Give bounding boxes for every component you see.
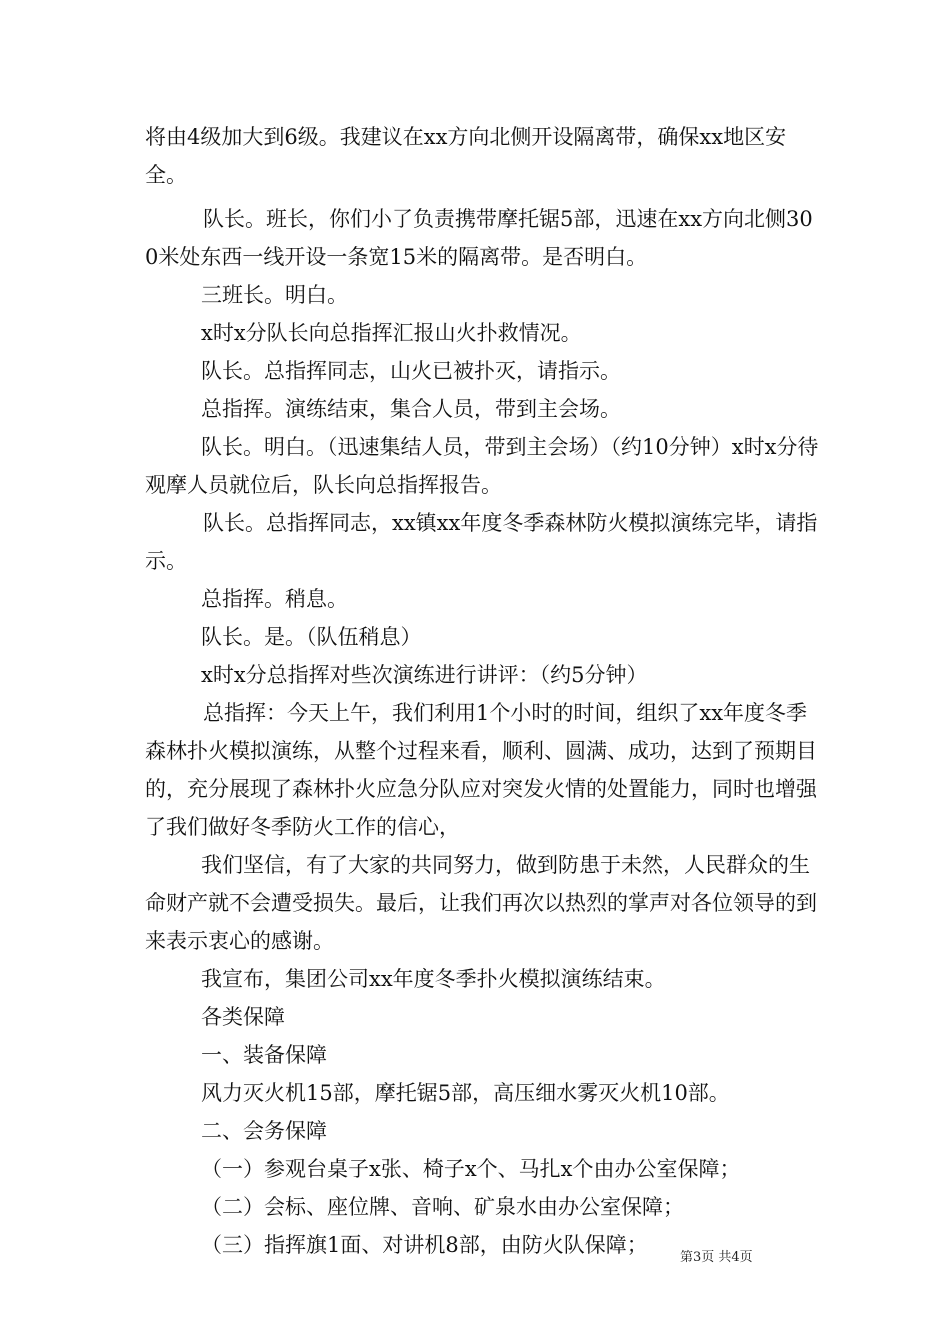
- paragraph-1: 将由4级加大到6级。我建议在xx方向北侧开设隔离带，确保xx地区安全。: [145, 125, 787, 187]
- paragraph-10: 队长。是。（队伍稍息）: [201, 625, 422, 649]
- paragraph-8: 队长。总指挥同志，xx镇xx年度冬季森林防火模拟演练完毕，请指示。: [145, 511, 818, 573]
- paragraph-11: x时x分总指挥对些次演练进行讲评：（约5分钟）: [201, 663, 648, 687]
- paragraph-4: x时x分队长向总指挥汇报山火扑救情况。: [201, 321, 582, 345]
- paragraph-3: 三班长。明白。: [201, 283, 348, 307]
- paragraph-9: 总指挥。稍息。: [201, 587, 348, 611]
- paragraph-5: 队长。总指挥同志，山火已被扑灭，请指示。: [201, 359, 621, 383]
- paragraph-12: 总指挥：今天上午，我们利用1个小时的时间，组织了xx年度冬季森林扑火模拟演练，从整个过程来看，顺利、圆满、成功，达到了预期目的，充分展现了森林扑火应急分队应对突发火情的处置能力，同时也增强了我们做好冬季防火工作的信心，: [145, 701, 817, 839]
- list-item-3: （三）指挥旗1面、对讲机8部，由防火队保障；: [201, 1233, 648, 1257]
- paragraph-13: 我们坚信，有了大家的共同努力，做到防患于未然，人民群众的生命财产就不会遭受损失。最后，让我们再次以热烈的掌声对各位领导的到来表示衷心的感谢。: [145, 853, 817, 953]
- subsection-heading-1: 一、装备保障: [201, 1043, 327, 1067]
- paragraph-7: 队长。明白。（迅速集结人员，带到主会场）（约10分钟）x时x分待观摩人员就位后，队长向总指挥报告。: [145, 435, 819, 497]
- paragraph-17: 风力灭火机15部，摩托锯5部，高压细水雾灭火机10部。: [201, 1081, 730, 1105]
- document-body: [145, 118, 825, 1264]
- paragraph-6: 总指挥。演练结束，集合人员，带到主会场。: [201, 397, 621, 421]
- paragraph-14: 我宣布，集团公司xx年度冬季扑火模拟演练结束。: [201, 967, 666, 991]
- subsection-heading-2: 二、会务保障: [201, 1119, 327, 1143]
- list-item-2: （二）会标、座位牌、音响、矿泉水由办公室保障；: [201, 1195, 684, 1219]
- page-number-footer: 第3页 共4页: [680, 1250, 753, 1265]
- section-heading: 各类保障: [201, 1005, 285, 1029]
- paragraph-2: 队长。班长，你们小了负责携带摩托锯5部，迅速在xx方向北侧300米处东西一线开设一条宽15米的隔离带。是否明白。: [145, 207, 813, 269]
- list-item-1: （一）参观台桌子x张、椅子x个、马扎x个由办公室保障；: [201, 1157, 741, 1181]
